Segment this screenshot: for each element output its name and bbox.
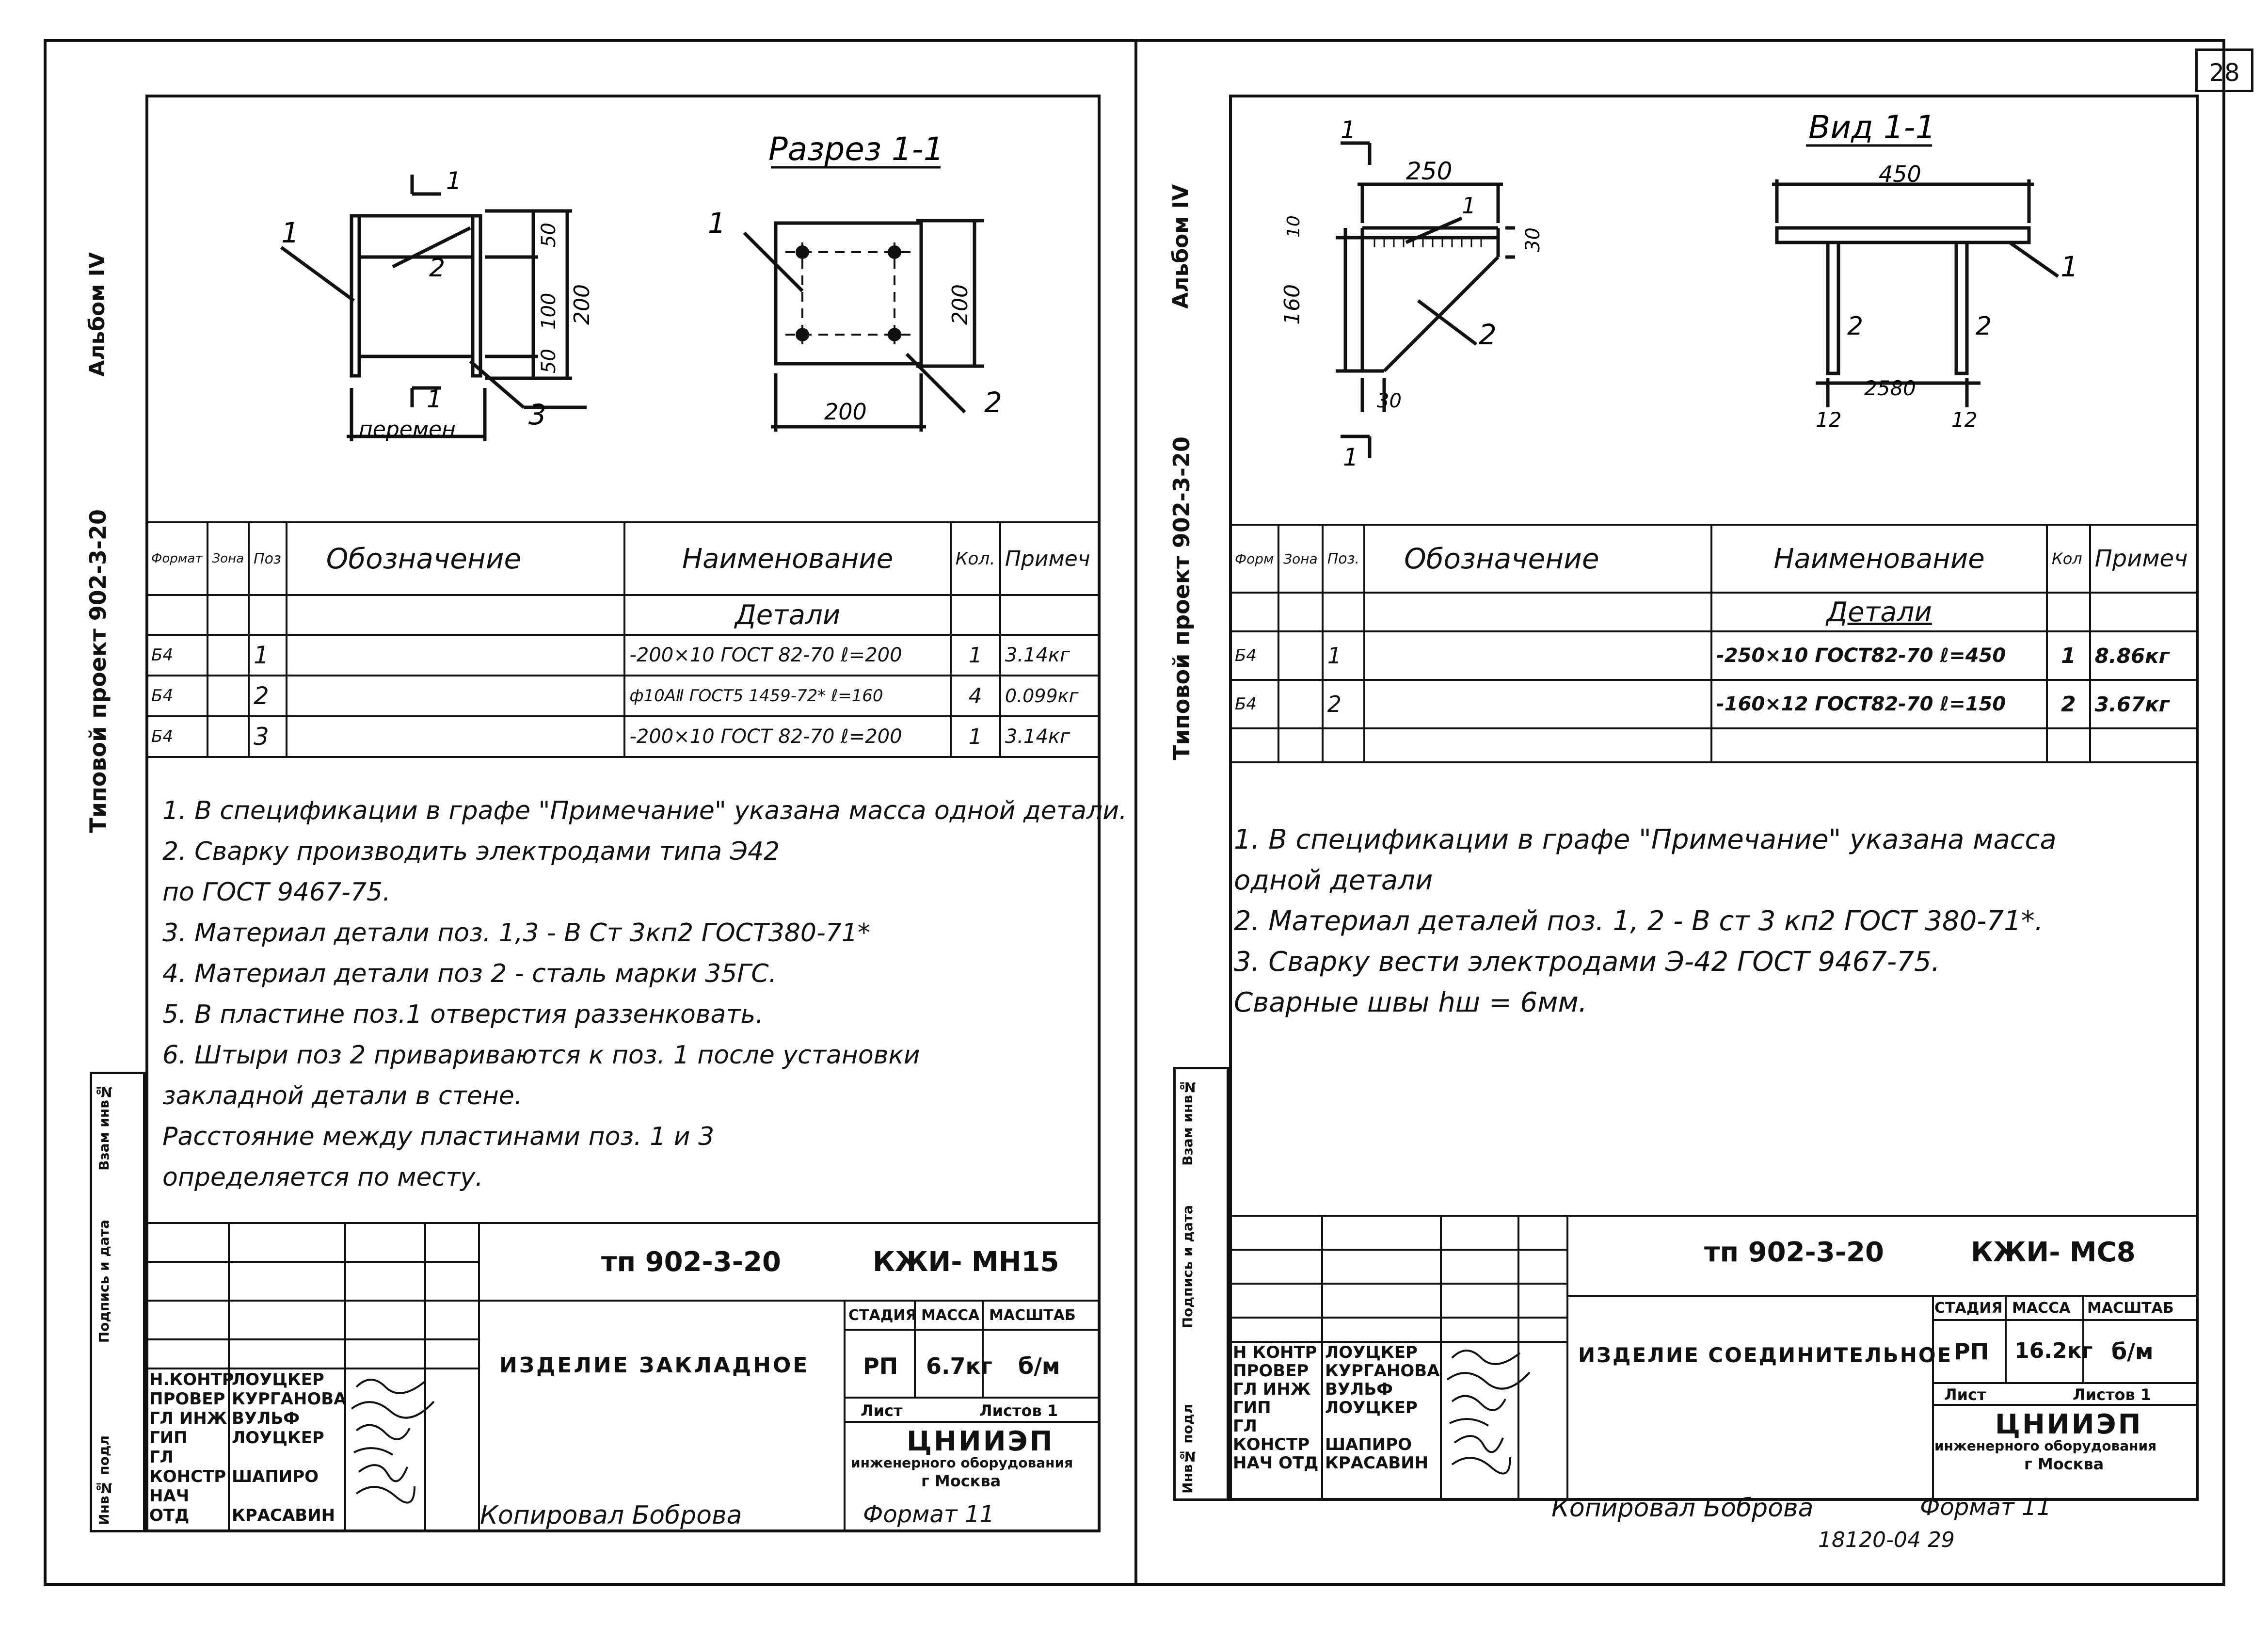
left-stamp-org1: ЦНИИЭП — [907, 1426, 1054, 1457]
left-dim-100: 100 — [538, 292, 560, 330]
left-dim-200h: 200 — [824, 399, 867, 425]
right-dim-10: 10 — [1284, 215, 1304, 238]
right-dim-2580: 2580 — [1864, 376, 1916, 400]
left-note-2b: по ГОСТ 9467-75. — [162, 878, 391, 907]
right-th-designation: Обозначение — [1364, 525, 1711, 593]
right-note-1b: одной детали — [1234, 865, 1433, 896]
right-row1-qty: 1 — [2047, 631, 2090, 680]
right-role-1: Н КОНТР — [1233, 1343, 1317, 1362]
right-th-pos: Поз. — [1323, 525, 1364, 593]
right-dim-160: 160 — [1280, 284, 1305, 325]
right-role-3: ГЛ ИНЖ — [1233, 1380, 1311, 1399]
right-stamp-sheet: Лист — [1944, 1385, 1986, 1404]
right-dim-12b: 12 — [1951, 408, 1978, 432]
right-project-label: Типовой проект 902-3-20 — [1168, 436, 1195, 760]
left-dim-50b: 50 — [538, 349, 560, 373]
left-stamp-stage-h: СТАДИЯ — [848, 1307, 917, 1324]
left-notes — [162, 790, 1127, 1198]
left-stamp-mass-h: МАССА — [921, 1307, 980, 1324]
left-role-3: ГЛ ИНЖ — [149, 1409, 227, 1428]
left-th-note: Примеч — [1000, 522, 1100, 595]
left-copied-by: Копировал Боброва — [480, 1501, 742, 1530]
left-note-5: 5. В пластине поз.1 отверстия раззенковать. — [162, 1000, 764, 1029]
right-label-1: 1 — [1462, 193, 1476, 219]
left-role-5: ГЛ КОНСТР — [149, 1448, 226, 1486]
right-role-2: ПРОВЕР — [1233, 1361, 1309, 1381]
left-album-label: Альбом IV — [85, 252, 110, 377]
left-dim-200v: 200 — [570, 284, 594, 325]
left-row2-pos: 2 — [249, 676, 287, 716]
right-stamp-mass-h: МАССА — [2012, 1300, 2071, 1317]
right-dim-250: 250 — [1406, 157, 1453, 185]
left-name-6: КРАСАВИН — [232, 1506, 335, 1525]
right-role-6: НАЧ ОТД — [1233, 1453, 1319, 1473]
left-row3-name: -200×10 ГОСТ 82-70 ℓ=200 — [624, 716, 950, 757]
right-label-2r2: 2 — [1976, 312, 1992, 341]
left-note-4: 4. Материал детали поз 2 - сталь марки 35ГС. — [162, 959, 777, 988]
right-side-label-sign: Подпись и дата — [1180, 1205, 1196, 1329]
right-stamp-org2: инженерного оборудования — [1934, 1438, 2157, 1454]
left-row2-note: 0.099кг — [1000, 676, 1100, 716]
left-stamp-title: ИЗДЕЛИЕ ЗАКЛАДНОЕ — [499, 1353, 810, 1378]
left-side-label-inv: Инв№ подл — [96, 1435, 112, 1525]
right-stamp-code: тп 902-3-20 — [1704, 1237, 1884, 1268]
right-label-2: 2 — [1479, 318, 1497, 351]
right-stamp-org1: ЦНИИЭП — [1995, 1409, 2143, 1440]
right-mark-1b: 1 — [1343, 443, 1358, 471]
right-stamp-sheets: Листов 1 — [2073, 1385, 2152, 1404]
right-stamp-scale-h: МАСШТАБ — [2087, 1300, 2174, 1317]
right-format: Формат 11 — [1920, 1494, 2052, 1521]
right-spec-table — [1229, 524, 2199, 763]
left-section-title: Разрез 1-1 — [768, 130, 944, 168]
right-side-label-inv: Инв№ подл — [1180, 1404, 1196, 1494]
left-stamp-stage: РП — [863, 1353, 898, 1379]
left-label-1b: 1 — [708, 207, 726, 240]
right-dim-12a: 12 — [1816, 408, 1842, 432]
left-row1-name: -200×10 ГОСТ 82-70 ℓ=200 — [624, 635, 950, 676]
left-side-label-sign: Подпись и дата — [96, 1220, 112, 1343]
left-label-1a: 1 — [281, 216, 299, 249]
left-row2-name: ф10АⅡ ГОСТ5 1459-72* ℓ=160 — [624, 676, 950, 716]
left-th-zone: Зона — [208, 522, 249, 595]
left-dim-50a: 50 — [538, 223, 560, 247]
right-dim-450: 450 — [1879, 161, 1921, 187]
right-note-3b: Сварные швы hш = 6мм. — [1234, 987, 1587, 1018]
left-note-3: 3. Материал детали поз. 1,3 - В Ст 3кп2 ГОСТ380-71* — [162, 918, 870, 948]
left-name-2: КУРГАНОВА — [232, 1389, 347, 1409]
left-spec-table — [145, 521, 1101, 758]
right-label-2r: 2 — [1847, 312, 1864, 341]
left-name-5: ШАПИРО — [232, 1467, 319, 1486]
right-side-stamp — [1173, 1067, 1229, 1501]
right-row2-note: 3.67кг — [2090, 680, 2198, 728]
left-row3-pos: 3 — [249, 716, 287, 757]
left-note-1: 1. В спецификации в графе "Примечание" указана масса одной детали. — [162, 796, 1127, 825]
left-label-2b: 2 — [984, 386, 1002, 419]
left-label-2a: 2 — [429, 254, 446, 283]
right-row1-note: 8.86кг — [2090, 631, 2198, 680]
left-name-3: ВУЛЬФ — [232, 1409, 300, 1428]
right-row2-qty: 2 — [2047, 680, 2090, 728]
right-role-4: ГИП — [1233, 1398, 1271, 1417]
left-row1-form: Б4 — [146, 635, 208, 676]
right-archive-number: 18120-04 29 — [1818, 1528, 1955, 1552]
right-label-1r: 1 — [2060, 250, 2078, 283]
right-note-2: 2. Материал деталей поз. 1, 2 - В ст 3 кп2 ГОСТ 380-71*. — [1234, 905, 2044, 937]
right-name-2: КУРГАНОВА — [1325, 1361, 1440, 1381]
left-stamp-scale-h: МАСШТАБ — [989, 1307, 1076, 1324]
left-note-2: 2. Сварку производить электродами типа Э42 — [162, 837, 780, 866]
left-stamp-mass: 6.7кг — [926, 1353, 992, 1379]
right-copied-by: Копировал Боброва — [1551, 1494, 1814, 1523]
left-row1-note: 3.14кг — [1000, 635, 1100, 676]
left-note-6c: Расстояние между пластинами поз. 1 и 3 — [162, 1122, 715, 1151]
left-th-qty: Кол. — [951, 522, 1000, 595]
page-number: 28 — [2195, 48, 2253, 92]
left-project-label: Типовой проект 902-3-20 — [85, 509, 111, 833]
right-side-label-vzam: Взам инв№ — [1180, 1079, 1196, 1166]
right-dim-30a: 30 — [1522, 227, 1544, 252]
left-stamp-sheet: Лист — [861, 1401, 903, 1420]
left-section-mark-top: 1 — [446, 167, 462, 195]
left-dim-perem: перемен — [359, 417, 456, 442]
right-album-label: Альбом IV — [1168, 184, 1193, 309]
left-th-form: Формат — [146, 522, 208, 595]
right-section-title: Вид 1-1 — [1808, 109, 1936, 146]
right-title-block — [1229, 1215, 2199, 1501]
right-stamp-stage-h: СТАДИЯ — [1934, 1300, 2003, 1317]
left-row2-form: Б4 — [146, 676, 208, 716]
right-roles — [1233, 1343, 1440, 1472]
left-stamp-sheets: Листов 1 — [979, 1401, 1058, 1420]
left-section-mark-bottom: 1 — [427, 385, 442, 413]
left-section-row: Детали — [624, 595, 950, 635]
right-row2-pos: 2 — [1323, 680, 1364, 728]
left-role-1: Н.КОНТР — [149, 1370, 234, 1389]
left-side-stamp — [90, 1072, 145, 1532]
left-row3-qty: 1 — [951, 716, 1000, 757]
right-dim-30b: 30 — [1377, 390, 1402, 412]
left-role-2: ПРОВЕР — [149, 1389, 225, 1409]
right-stamp-scale: б/м — [2111, 1338, 2154, 1365]
right-name-6: КРАСАВИН — [1325, 1453, 1429, 1473]
left-name-4: ЛОУЦКЕР — [232, 1428, 324, 1448]
right-note-3: 3. Сварку вести электродами Э-42 ГОСТ 9467-75. — [1234, 946, 1940, 978]
left-label-3: 3 — [528, 398, 546, 431]
left-row1-qty: 1 — [951, 635, 1000, 676]
right-signatures — [1442, 1341, 1588, 1501]
right-stamp-title: ИЗДЕЛИЕ СОЕДИНИТЕЛЬНОЕ — [1578, 1343, 1953, 1367]
left-stamp-code: тп 902-3-20 — [601, 1246, 781, 1278]
left-th-name: Наименование — [624, 522, 950, 595]
left-section-drawing — [150, 97, 1096, 524]
right-row1-name: -250×10 ГОСТ82-70 ℓ=450 — [1711, 631, 2047, 680]
right-name-5: ШАПИРО — [1325, 1435, 1412, 1454]
left-role-6: НАЧ ОТД — [149, 1486, 190, 1525]
right-row1-form: Б4 — [1230, 631, 1278, 680]
left-roles — [149, 1370, 347, 1525]
right-view-drawing — [1234, 97, 2194, 514]
right-row1-pos: 1 — [1323, 631, 1364, 680]
right-th-note: Примеч — [2090, 525, 2198, 593]
right-mark-1: 1 — [1341, 116, 1356, 144]
right-section-row: Детали — [1711, 593, 2047, 631]
left-name-1: ЛОУЦКЕР — [232, 1370, 324, 1389]
left-stamp-mark: КЖИ- МН15 — [873, 1246, 1059, 1278]
left-stamp-org2: инженерного оборудования — [851, 1455, 1073, 1471]
left-stamp-scale: б/м — [1018, 1353, 1060, 1379]
right-th-form: Форм — [1230, 525, 1278, 593]
left-row2-qty: 4 — [951, 676, 1000, 716]
left-side-label-vzam: Взам инв№ — [96, 1084, 112, 1171]
right-stamp-org3: г Москва — [2024, 1455, 2104, 1473]
right-role-5: ГЛ КОНСТР — [1233, 1417, 1310, 1454]
right-name-4: ЛОУЦКЕР — [1325, 1398, 1418, 1417]
left-signatures — [347, 1368, 492, 1532]
left-th-designation: Обозначение — [287, 522, 625, 595]
right-th-zone: Зона — [1278, 525, 1323, 593]
right-row2-form: Б4 — [1230, 680, 1278, 728]
left-th-pos: Поз — [249, 522, 287, 595]
right-stamp-stage: РП — [1954, 1338, 1989, 1365]
right-th-name: Наименование — [1711, 525, 2047, 593]
right-row2-name: -160×12 ГОСТ82-70 ℓ=150 — [1711, 680, 2047, 728]
right-th-qty: Кол — [2047, 525, 2090, 593]
right-stamp-mass: 16.2кг — [2014, 1338, 2093, 1363]
right-stamp-mark: КЖИ- МС8 — [1971, 1237, 2136, 1268]
left-row1-pos: 1 — [249, 635, 287, 676]
center-divider — [1134, 39, 1137, 1586]
right-notes — [1234, 820, 2057, 1023]
left-note-6d: определяется по месту. — [162, 1163, 483, 1192]
left-row3-note: 3.14кг — [1000, 716, 1100, 757]
left-note-6: 6. Штыри поз 2 привариваются к поз. 1 после установки — [162, 1041, 920, 1070]
right-note-1: 1. В спецификации в графе "Примечание" указана масса — [1234, 824, 2057, 855]
left-row3-form: Б4 — [146, 716, 208, 757]
right-name-3: ВУЛЬФ — [1325, 1380, 1393, 1399]
left-role-4: ГИП — [149, 1428, 188, 1448]
right-name-1: ЛОУЦКЕР — [1325, 1343, 1418, 1362]
left-format: Формат 11 — [863, 1501, 995, 1528]
left-dim-200v2: 200 — [948, 284, 973, 325]
left-note-6b: закладной детали в стене. — [162, 1081, 523, 1111]
left-title-block — [145, 1222, 1101, 1532]
left-stamp-org3: г Москва — [921, 1472, 1001, 1490]
